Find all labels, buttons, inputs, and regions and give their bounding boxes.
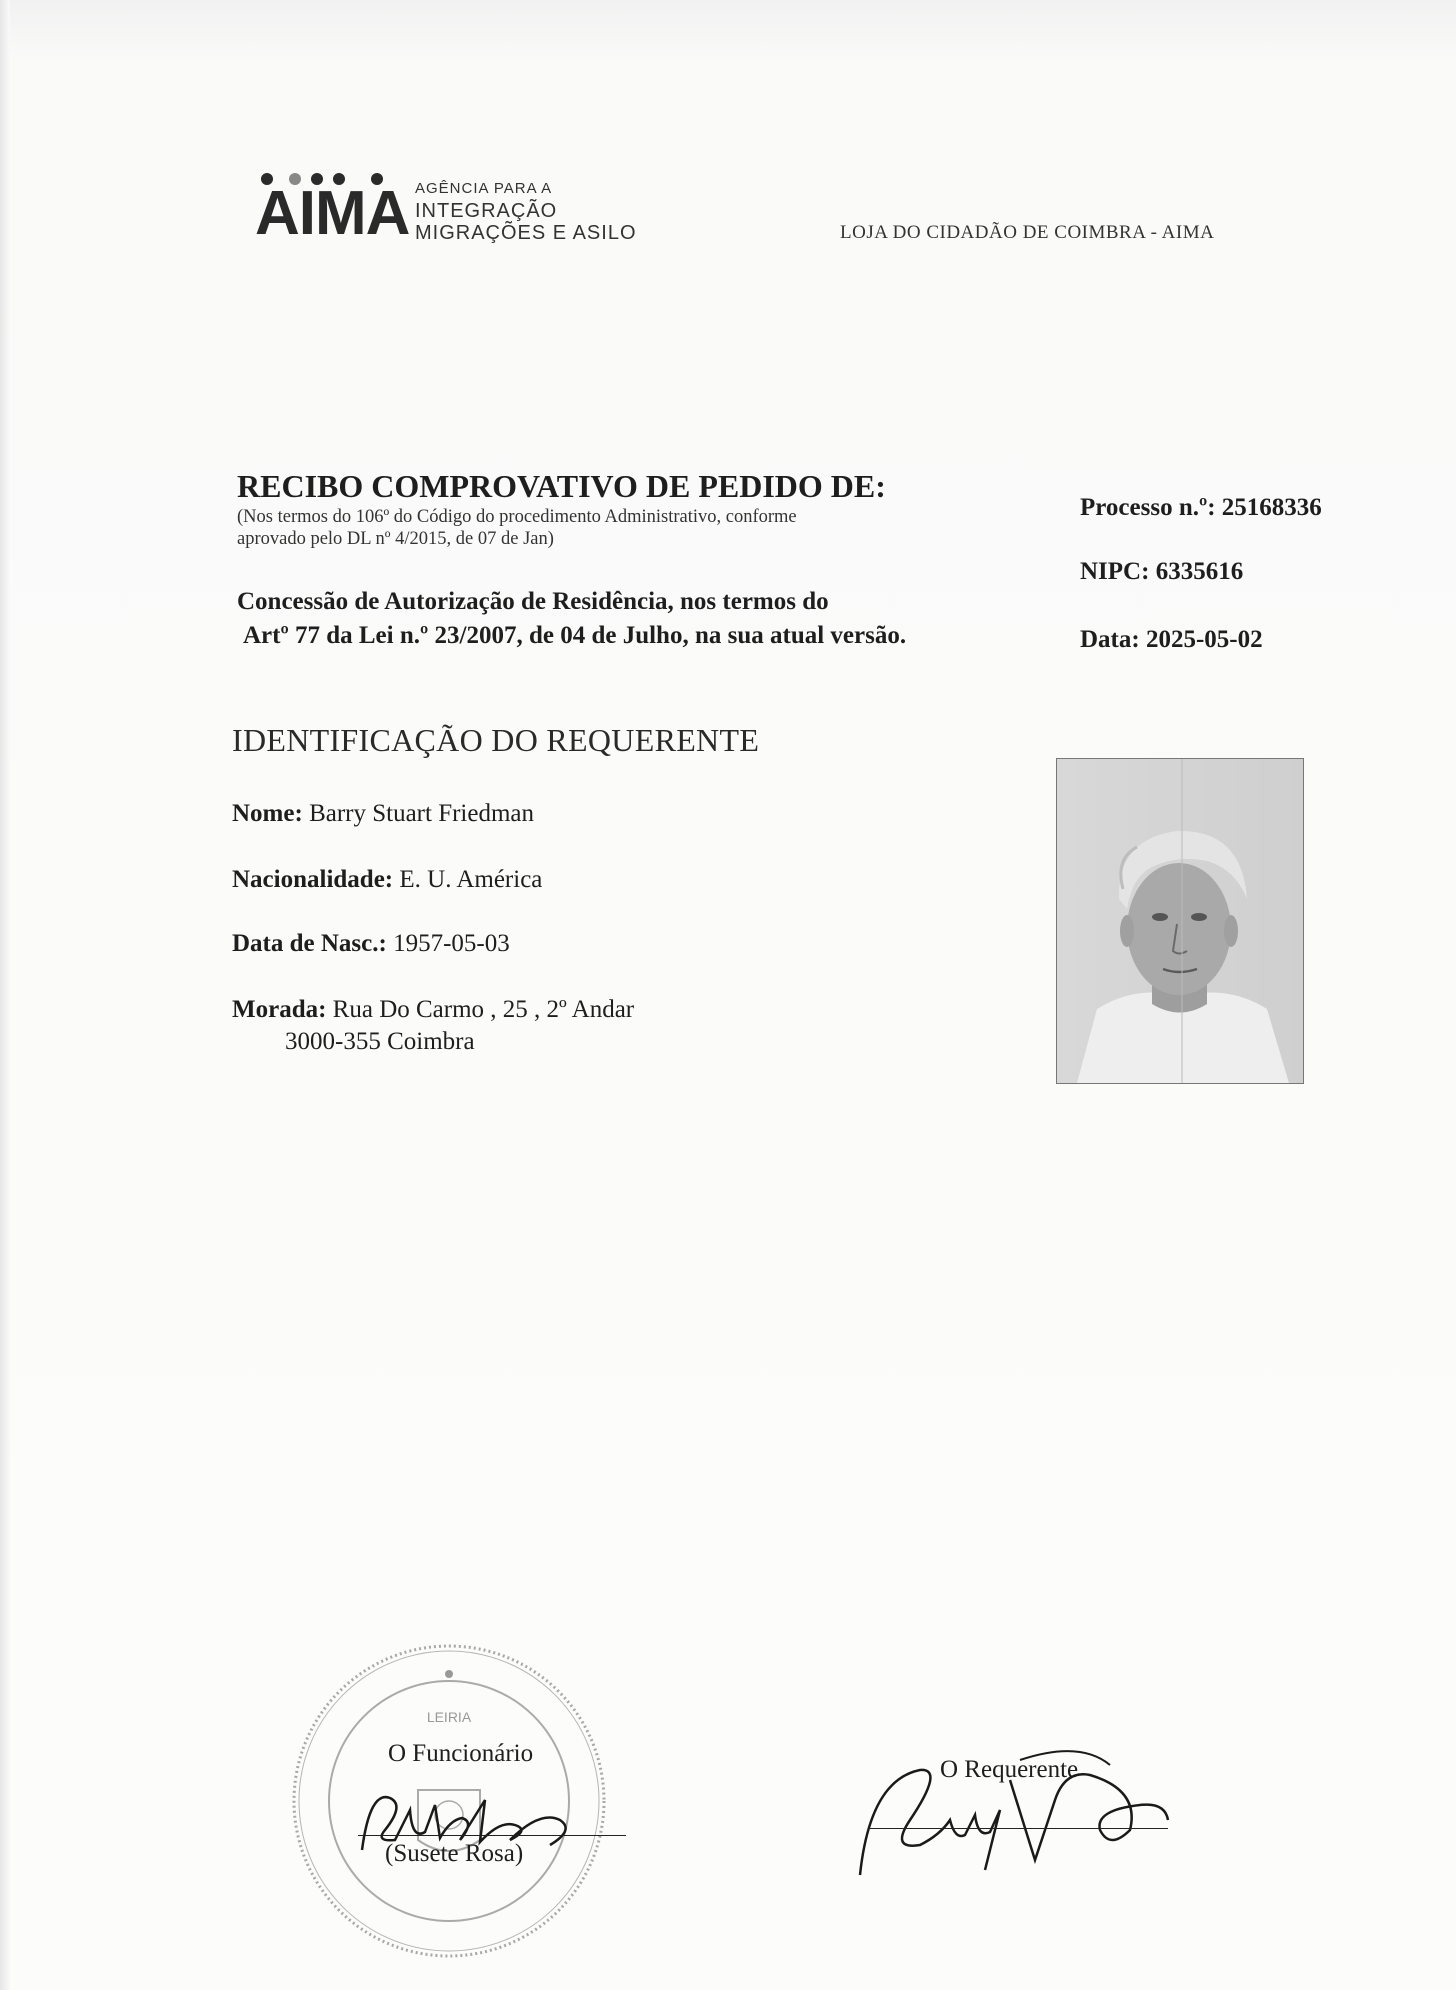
applicant-name-label: Nome:	[232, 800, 303, 827]
request-type-line-1: Concessão de Autorização de Residência, nos termos do	[237, 588, 829, 615]
process-number-value: 25168336	[1221, 494, 1322, 521]
office-name: LOJA DO CIDADÃO DE COIMBRA - AIMA	[840, 222, 1215, 243]
applicant-signature	[850, 1740, 1170, 1880]
logo-agency-name	[415, 178, 637, 244]
logo-wordmark: AIMA	[255, 179, 410, 248]
receipt-title: RECIBO COMPROVATIVO DE PEDIDO DE:	[237, 468, 886, 504]
aima-logo	[255, 170, 655, 250]
legal-note-line-2: aprovado pelo DL nº 4/2015, de 07 de Jan)	[237, 529, 554, 549]
applicant-nationality-value: E. U. América	[399, 866, 543, 893]
clerk-signature-label: O Funcionário	[388, 1740, 534, 1767]
applicant-birthdate	[232, 930, 510, 958]
logo-line-3: MIGRAÇÕES E ASILO	[415, 222, 637, 244]
clerk-signature-line	[358, 1835, 626, 1836]
applicant-photo	[1056, 758, 1304, 1084]
request-type-line-2: Artº 77 da Lei n.º 23/2007, de 04 de Julho, na sua atual versão.	[243, 622, 907, 649]
nipc	[1080, 558, 1243, 586]
applicant-birthdate-label: Data de Nasc.:	[232, 930, 387, 957]
receipt-date	[1080, 626, 1263, 654]
stamp-city: LEIRIA	[426, 1709, 472, 1725]
clerk-name: (Susete Rosa)	[385, 1840, 524, 1867]
legal-note-line-1: (Nos termos do 106º do Código do procedimento Administrativo, conforme	[237, 507, 797, 527]
applicant-address	[232, 996, 634, 1024]
applicant-birthdate-value: 1957-05-03	[393, 930, 510, 957]
process-number	[1080, 494, 1322, 522]
legal-note	[237, 506, 937, 550]
applicant-name	[232, 800, 534, 828]
applicant-signature-label: O Requerente	[940, 1756, 1079, 1783]
applicant-address-line-2: 3000-355 Coimbra	[285, 1028, 475, 1055]
applicant-name-value: Barry Stuart Friedman	[309, 800, 535, 827]
applicant-signature-line	[868, 1828, 1168, 1829]
nipc-label: NIPC:	[1080, 558, 1150, 585]
receipt-date-label: Data:	[1080, 626, 1140, 653]
logo-line-1: AGÊNCIA PARA A	[415, 180, 553, 197]
nipc-value: 6335616	[1155, 558, 1244, 585]
logo-line-2: INTEGRAÇÃO	[415, 200, 558, 222]
applicant-section-title: IDENTIFICAÇÃO DO REQUERENTE	[232, 722, 760, 758]
process-number-label: Processo n.º:	[1080, 494, 1216, 521]
applicant-nationality	[232, 866, 542, 894]
request-type	[237, 585, 1037, 653]
scan-edge	[0, 0, 10, 1990]
receipt-date-value: 2025-05-02	[1145, 626, 1263, 653]
portrait-icon	[1057, 759, 1303, 1083]
applicant-address-label: Morada:	[232, 996, 327, 1023]
applicant-address-line-1: Rua Do Carmo , 25 , 2º Andar	[332, 996, 635, 1023]
applicant-nationality-label: Nacionalidade:	[232, 866, 394, 893]
